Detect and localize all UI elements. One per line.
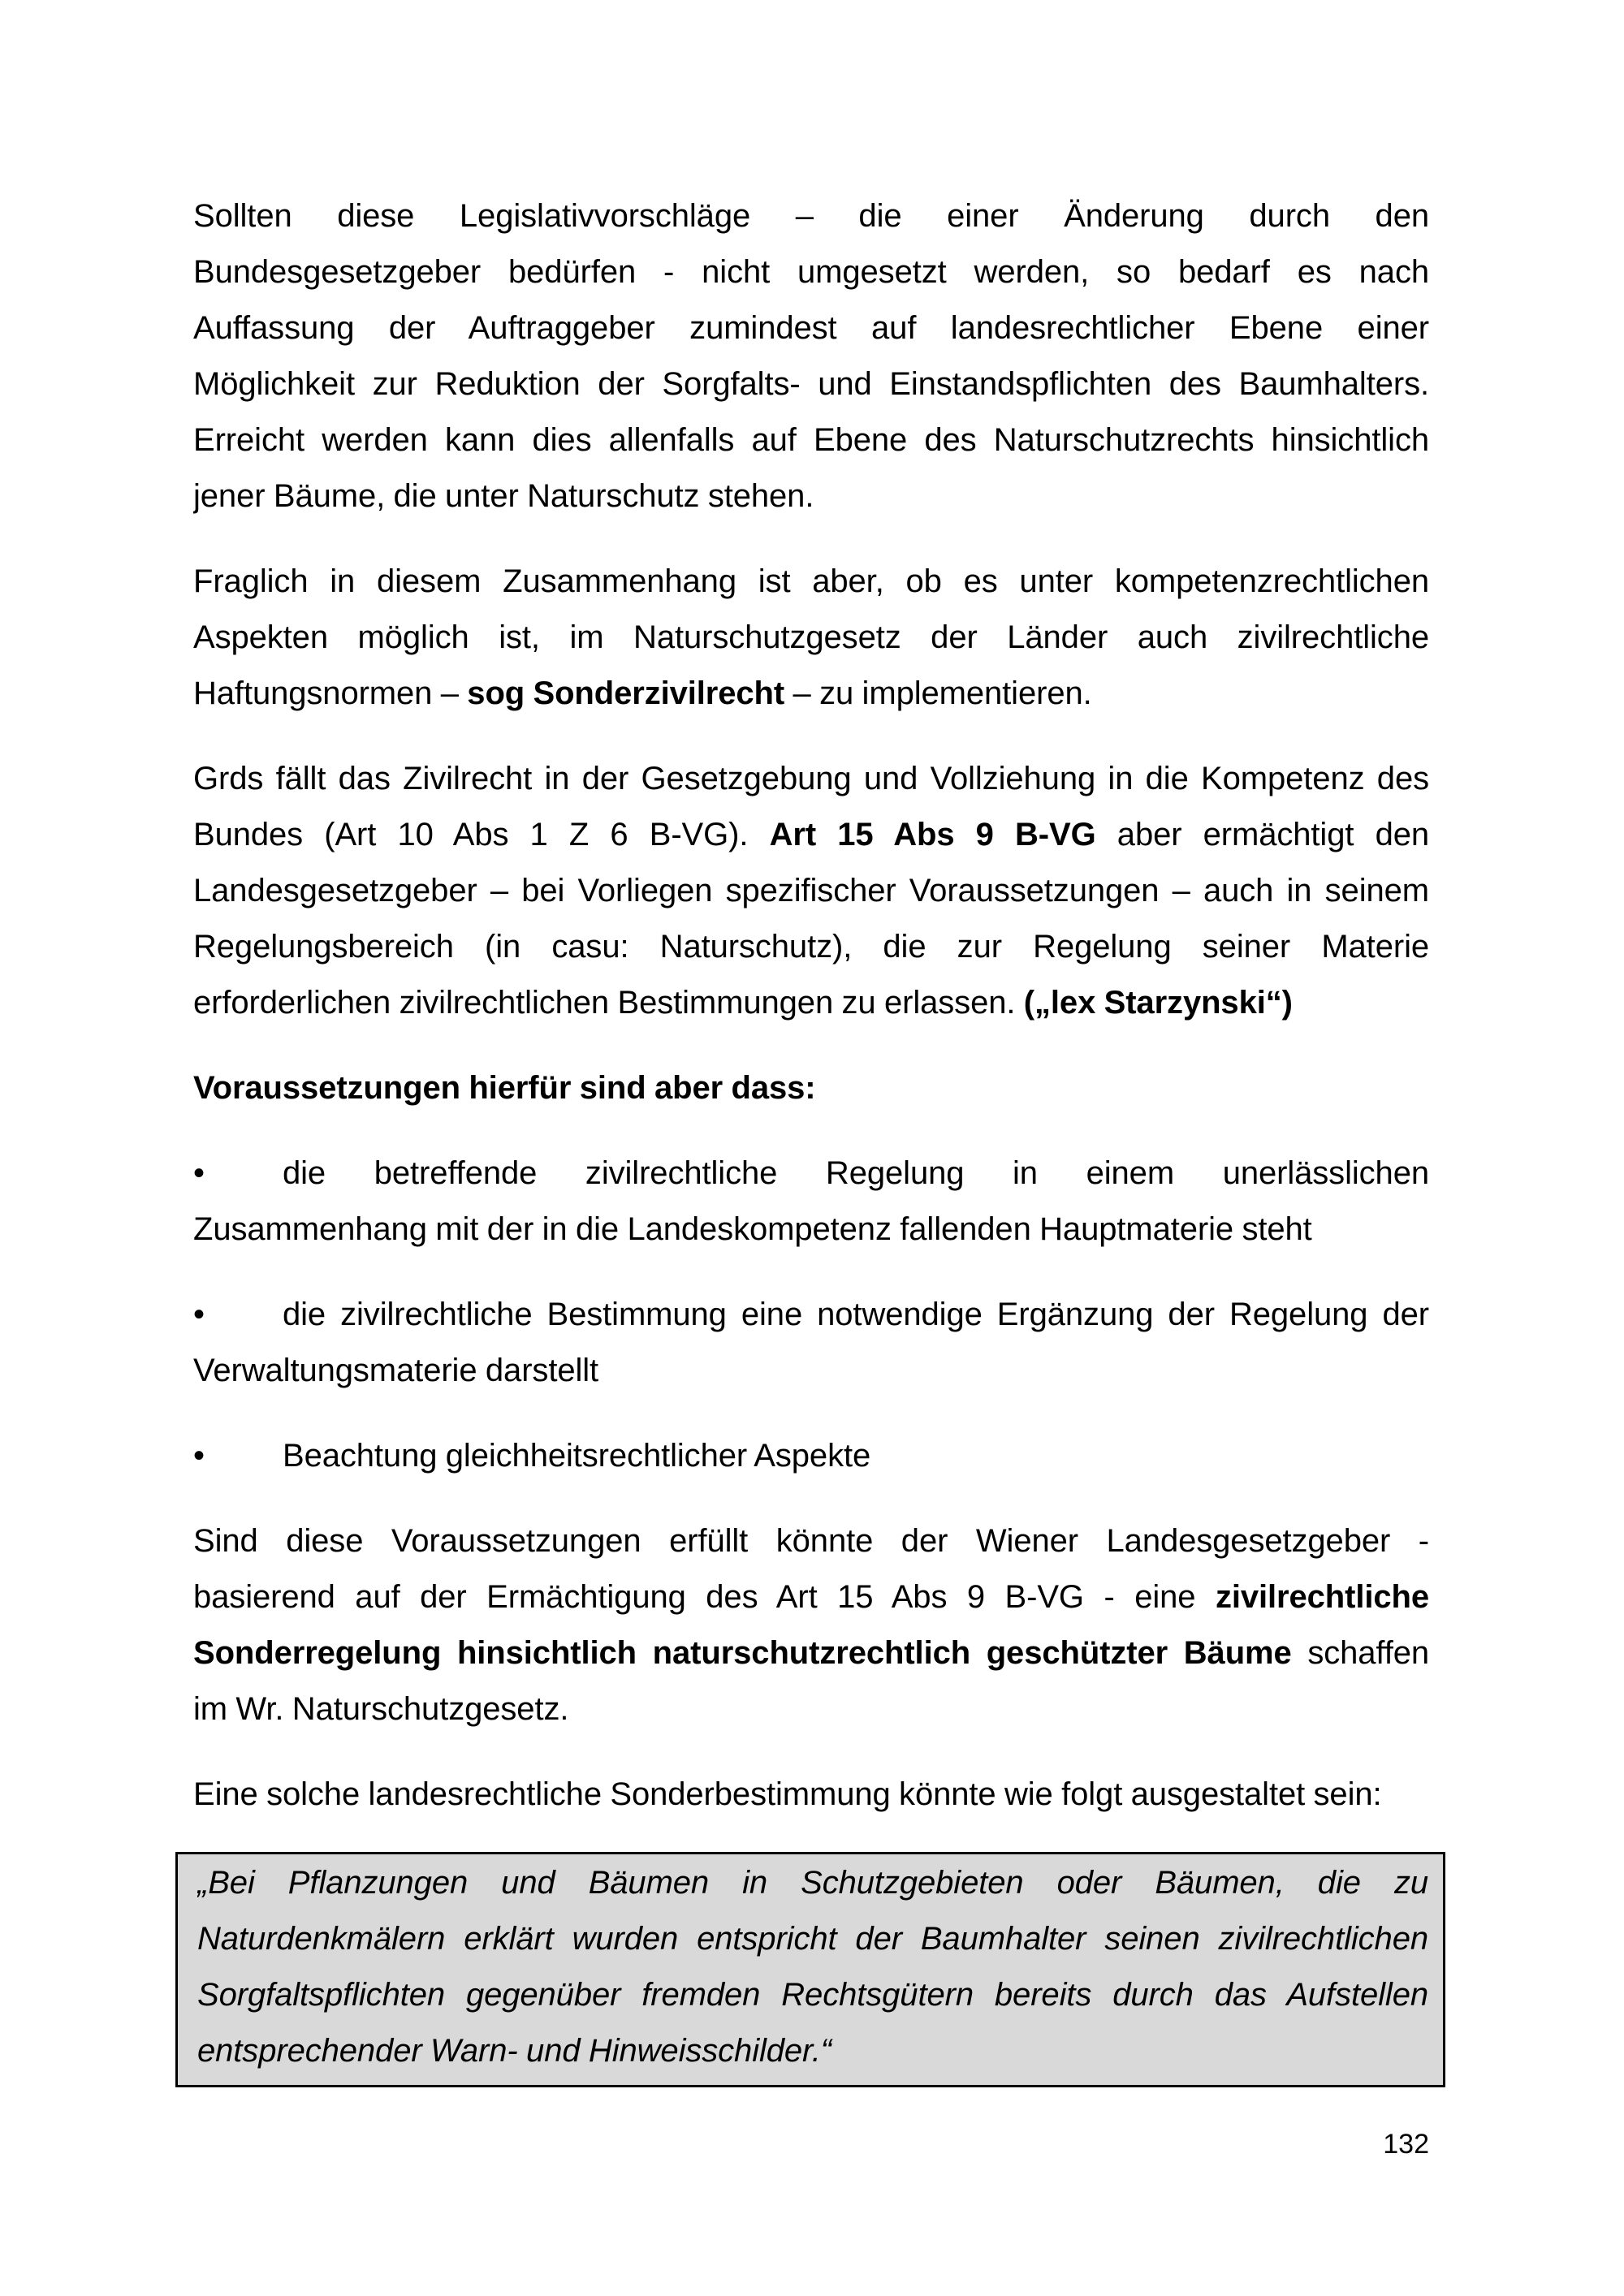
text-run: Bundes (Art 10 Abs 1 Z 6 B-VG). bbox=[193, 817, 770, 852]
text-line bbox=[193, 666, 1429, 722]
text-run: Sind diese Voraussetzungen erfüllt könnte der Wiener Landesgesetzgeber - bbox=[193, 1523, 1429, 1559]
text-run: Haftungsnormen – bbox=[193, 675, 468, 711]
text-line bbox=[193, 1569, 1429, 1625]
text-run: Aspekten möglich ist, im Naturschutzgesetz der Länder auch zivilrechtliche bbox=[193, 619, 1429, 655]
text-line bbox=[193, 1343, 1429, 1399]
text-run: Beachtung gleichheitsrechtlicher Aspekte bbox=[283, 1438, 871, 1474]
bullet-icon: • bbox=[193, 1438, 205, 1474]
text-run: Art 15 Abs 9 B-VG bbox=[769, 817, 1096, 852]
text-run: Verwaltungsmaterie darstellt bbox=[193, 1353, 599, 1388]
text-line bbox=[197, 2023, 1428, 2079]
text-line bbox=[193, 1146, 1429, 1202]
bullet-icon: • bbox=[193, 1155, 205, 1191]
bullet-item bbox=[193, 1146, 1429, 1258]
text-run: Erreicht werden kann dies allenfalls auf Ebene des Naturschutzrechts hinsichtlich bbox=[193, 422, 1429, 458]
text-line bbox=[193, 610, 1429, 666]
text-line bbox=[193, 1202, 1429, 1258]
text-run: Naturdenkmälern erklärt wurden entspricht der Baumhalter seinen zivilrechtlichen bbox=[197, 1921, 1428, 1957]
text-line bbox=[193, 244, 1429, 300]
text-run: jener Bäume, die unter Naturschutz stehen. bbox=[193, 478, 814, 514]
text-run: Regelungsbereich (in casu: Naturschutz), die zur Regelung seiner Materie bbox=[193, 929, 1429, 965]
text-line bbox=[197, 1855, 1428, 1911]
text-run: aber ermächtigt den bbox=[1095, 817, 1429, 852]
text-line bbox=[193, 468, 1429, 524]
page-number: 132 bbox=[1383, 2129, 1429, 2160]
text-run: Bundesgesetzgeber bedürfen - nicht umgesetzt werden, so bedarf es nach bbox=[193, 254, 1429, 290]
text-run: erforderlichen zivilrechtlichen Bestimmungen zu erlassen. bbox=[193, 985, 1024, 1021]
text-run: Sorgfaltspflichten gegenüber fremden Rechtsgütern bereits durch das Aufstellen bbox=[197, 1977, 1428, 2013]
document-body bbox=[193, 0, 1429, 2117]
paragraph bbox=[193, 554, 1429, 722]
text-line bbox=[193, 412, 1429, 468]
text-run: basierend auf der Ermächtigung des Art 15 Abs 9 B-VG - eine bbox=[193, 1579, 1216, 1615]
text-line bbox=[193, 1428, 1429, 1484]
text-run: die betreffende zivilrechtliche Regelung in einem unerlässlichen bbox=[283, 1155, 1429, 1191]
text-line bbox=[193, 1681, 1429, 1737]
paragraph bbox=[193, 1513, 1429, 1737]
text-line bbox=[197, 1911, 1428, 1967]
text-run: schaffen bbox=[1291, 1635, 1429, 1671]
text-run: („lex Starzynski“) bbox=[1023, 985, 1293, 1021]
text-line bbox=[197, 1967, 1428, 2023]
text-run: Fraglich in diesem Zusammenhang ist aber, ob es unter kompetenzrechtlichen bbox=[193, 563, 1429, 599]
text-run: entsprechender Warn- und Hinweisschilder.“ bbox=[197, 2033, 832, 2069]
text-run: – zu implementieren. bbox=[784, 675, 1092, 711]
bullet-icon: • bbox=[193, 1297, 205, 1332]
text-line bbox=[193, 356, 1429, 412]
text-line bbox=[193, 188, 1429, 244]
bullet-item bbox=[193, 1287, 1429, 1399]
paragraph bbox=[193, 188, 1429, 524]
text-run: Sonderregelung hinsichtlich naturschutzrechtlich geschützter Bäume bbox=[193, 1635, 1292, 1671]
text-run: Voraussetzungen hierfür sind aber dass: bbox=[193, 1070, 816, 1106]
text-run: Eine solche landesrechtliche Sonderbestimmung könnte wie folgt ausgestaltet sein: bbox=[193, 1776, 1382, 1812]
quote-box bbox=[175, 1852, 1445, 2087]
section-heading bbox=[193, 1060, 1429, 1116]
text-line bbox=[193, 975, 1429, 1031]
text-run: Zusammenhang mit der in die Landeskompetenz fallenden Hauptmaterie steht bbox=[193, 1211, 1312, 1247]
text-line bbox=[193, 919, 1429, 975]
text-run: Möglichkeit zur Reduktion der Sorgfalts- und Einstandspflichten des Baumhalters. bbox=[193, 366, 1429, 402]
text-run: Landesgesetzgeber – bei Vorliegen spezifischer Voraussetzungen – auch in seinem bbox=[193, 873, 1429, 908]
text-line bbox=[193, 751, 1429, 807]
text-run: Sollten diese Legislativvorschläge – die einer Änderung durch den bbox=[193, 198, 1429, 234]
text-line bbox=[193, 1060, 1429, 1116]
paragraph bbox=[193, 1767, 1429, 1823]
text-run: Auffassung der Auftraggeber zumindest auf landesrechtlicher Ebene einer bbox=[193, 310, 1429, 346]
text-line bbox=[193, 1287, 1429, 1343]
text-run: „Bei Pflanzungen und Bäumen in Schutzgebieten oder Bäumen, die zu bbox=[197, 1865, 1428, 1901]
paragraph bbox=[193, 751, 1429, 1031]
text-line bbox=[193, 1767, 1429, 1823]
text-run: sog Sonderzivilrecht bbox=[467, 675, 785, 711]
text-line bbox=[193, 807, 1429, 863]
text-line bbox=[193, 1513, 1429, 1569]
text-run: die zivilrechtliche Bestimmung eine notwendige Ergänzung der Regelung der bbox=[283, 1297, 1429, 1332]
text-run: zivilrechtliche bbox=[1215, 1579, 1429, 1615]
bullet-item bbox=[193, 1428, 1429, 1484]
text-line bbox=[193, 863, 1429, 919]
text-run: Grds fällt das Zivilrecht in der Gesetzgebung und Vollziehung in die Kompetenz des bbox=[193, 761, 1429, 796]
text-line bbox=[193, 554, 1429, 610]
text-run: im Wr. Naturschutzgesetz. bbox=[193, 1691, 569, 1727]
text-line bbox=[193, 1625, 1429, 1681]
text-line bbox=[193, 300, 1429, 356]
